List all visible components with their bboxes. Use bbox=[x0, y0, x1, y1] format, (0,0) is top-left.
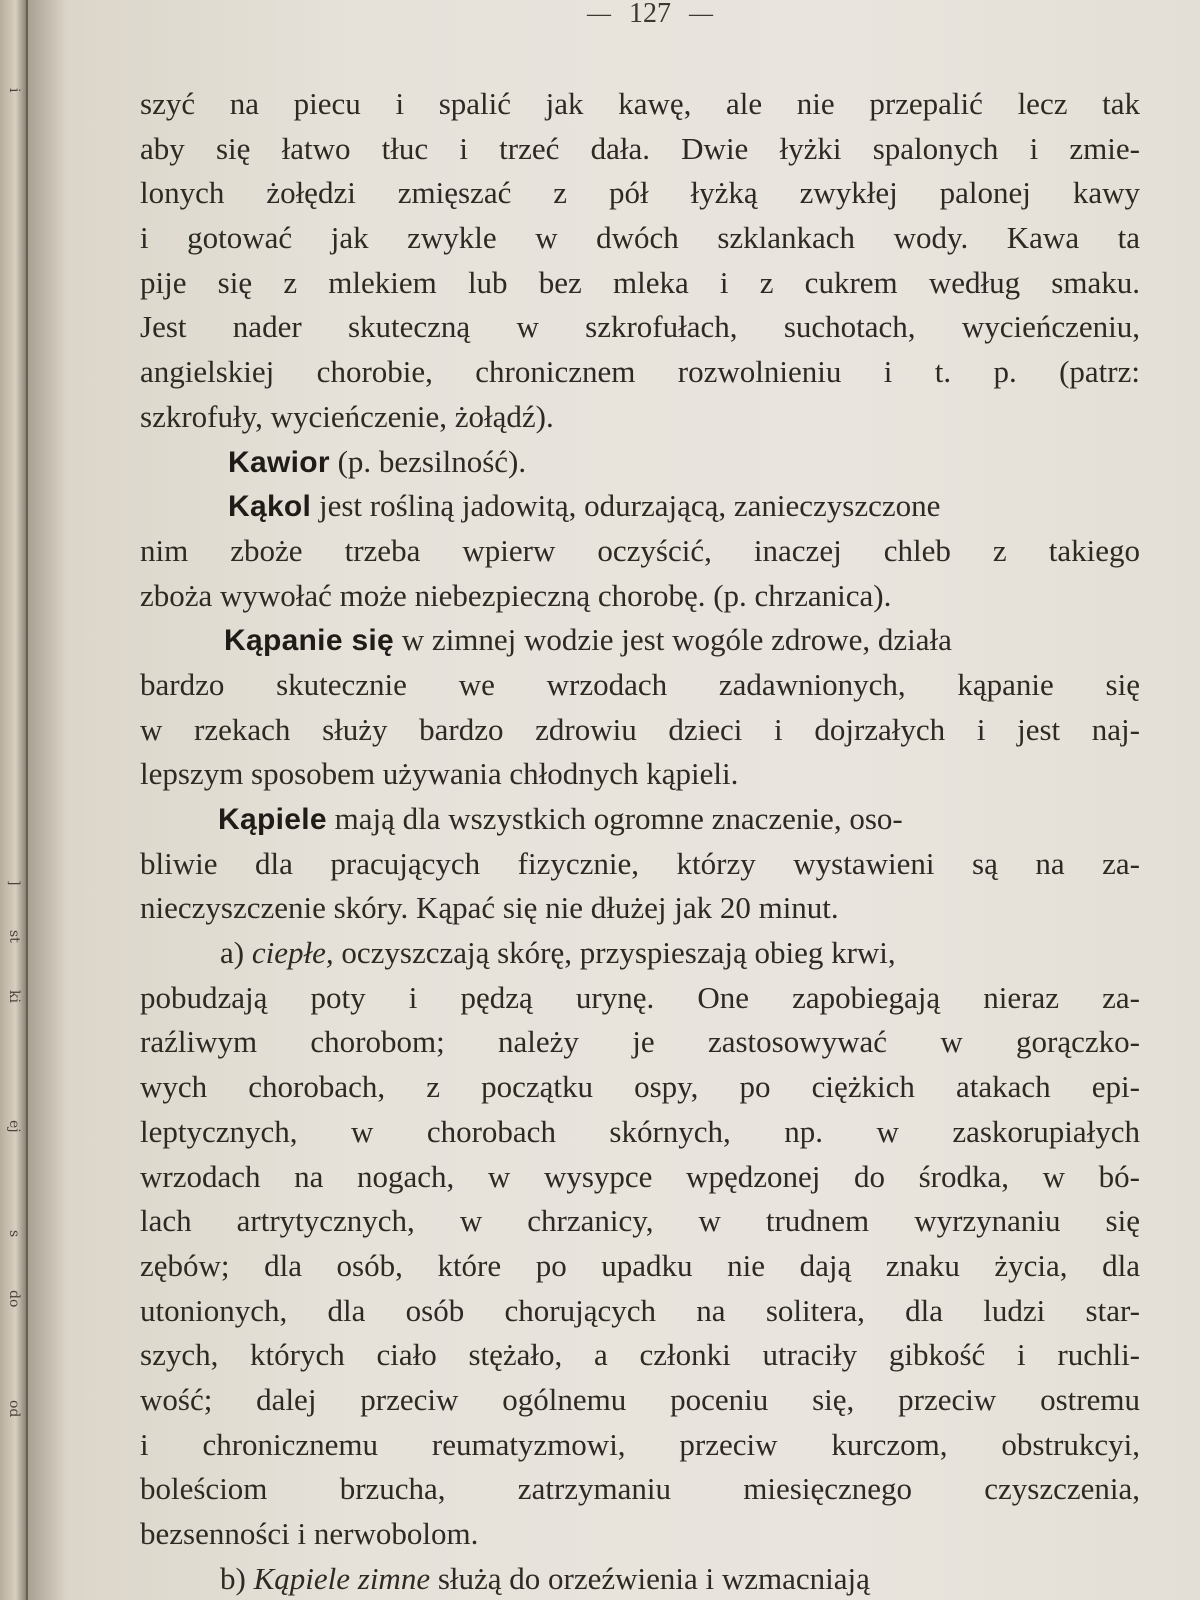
text-line: leptycznych, w chorobach skórnych, np. w zaskorupiałych bbox=[140, 1113, 1140, 1149]
text-line: szyć na piecu i spalić jak kawę, ale nie przepalić lecz tak bbox=[140, 86, 1140, 121]
entry-term: Kawior bbox=[228, 445, 330, 479]
text-line: lonych żołędzi zmięszać z pół łyżką zwykłej palonej kawy bbox=[140, 175, 1140, 211]
margin-fragment: ej bbox=[6, 1120, 22, 1133]
text-line: lach artrytycznych, w chrzanicy, w trudnem wyrzynaniu się bbox=[140, 1203, 1140, 1239]
text-line: szkrofuły, wycieńczenie, żołądź). bbox=[140, 398, 554, 434]
margin-fragment: do bbox=[6, 1290, 22, 1308]
margin-fragment: st bbox=[6, 930, 22, 943]
margin-fragment: s bbox=[6, 1230, 22, 1238]
entry-kawior bbox=[140, 440, 1140, 485]
entry-text: służą do orzeźwienia i wzmacniają bbox=[430, 1560, 870, 1596]
text-line: zębów; dla osób, które po upadku nie dają znaku życia, dla bbox=[140, 1247, 1140, 1283]
text-line: lepszym sposobem używania chłodnych kąpieli. bbox=[140, 756, 739, 792]
text-line: wych chorobach, z początku ospy, po ciężkich atakach epi- bbox=[140, 1069, 1140, 1105]
text-line: bezsenności i nerwobolom. bbox=[140, 1516, 479, 1551]
text-line: wrzodach na nogach, w wysypce wpędzonej do środka, w bó- bbox=[140, 1158, 1140, 1194]
margin-fragment: od bbox=[6, 1400, 22, 1418]
text-line: zboża wywołać może niebezpieczną chorobę. (p. chrzanica). bbox=[140, 577, 892, 613]
entry-kapiele bbox=[140, 797, 1140, 842]
subentry-label: Kąpiele zimne bbox=[253, 1560, 431, 1596]
text-line: nim zboże trzeba wpierw oczyścić, inaczej chleb z takiego bbox=[140, 532, 1140, 568]
page-number: 127 bbox=[629, 0, 671, 29]
subentry-b bbox=[140, 1557, 1140, 1600]
text-line: i gotować jak zwykle w dwóch szklankach wody. Kawa ta bbox=[140, 220, 1140, 256]
margin-fragment: i bbox=[6, 88, 22, 93]
text-line: Jest nader skuteczną w szkrofułach, suchotach, wycieńczeniu, bbox=[140, 309, 1140, 345]
header-dash-left: — bbox=[587, 0, 611, 27]
page-header bbox=[530, 0, 770, 28]
entry-text: oczyszczają skórę, przyspieszają obieg krwi, bbox=[333, 935, 896, 971]
margin-fragment: ki bbox=[6, 990, 22, 1003]
entry-term: Kąpiele bbox=[218, 803, 327, 836]
book-gutter-shadow bbox=[26, 0, 66, 1600]
text-line: pobudzają poty i pędzą urynę. One zapobiegają nieraz za- bbox=[140, 979, 1140, 1015]
text-line: angielskiej chorobie, chronicznem rozwolnieniu i t. p. (patrz: bbox=[140, 354, 1140, 390]
margin-fragment: ] bbox=[6, 880, 22, 886]
text-line: utonionych, dla osób chorujących na solitera, dla ludzi star- bbox=[140, 1292, 1140, 1328]
entry-text: mają dla wszystkich ogromne znaczenie, oso- bbox=[326, 801, 903, 836]
entry-kakol bbox=[140, 484, 1140, 529]
entry-text: (p. bezsilność). bbox=[329, 443, 527, 479]
text-line: pije się z mlekiem lub bez mleka i z cukrem według smaku. bbox=[140, 264, 1140, 300]
previous-page-edge bbox=[0, 0, 28, 1600]
text-line: bardzo skutecznie we wrzodach zadawnionych, kąpanie się bbox=[140, 666, 1140, 702]
entry-text: jest rośliną jadowitą, odurzającą, zanieczyszczone bbox=[311, 488, 941, 524]
text-line: bliwie dla pracujących fizycznie, którzy wystawieni są na za- bbox=[140, 845, 1140, 881]
subentry-a bbox=[140, 931, 1140, 976]
text-line: boleściom brzucha, zatrzymaniu miesięcznego czyszczenia, bbox=[140, 1471, 1140, 1507]
text-line: w rzekach służy bardzo zdrowiu dzieci i dojrzałych i jest naj- bbox=[140, 711, 1140, 747]
entry-term: Kąpanie się bbox=[224, 624, 395, 658]
body-text bbox=[140, 82, 1140, 1600]
subentry-label: ciepłe, bbox=[251, 935, 334, 971]
subentry-marker: b) bbox=[220, 1560, 254, 1596]
text-line: i chronicznemu reumatyzmowi, przeciw kurczom, obstrukcyi, bbox=[140, 1426, 1140, 1462]
text-line: aby się łatwo tłuc i trzeć dała. Dwie łyżki spalonych i zmie- bbox=[140, 130, 1140, 166]
text-line: wość; dalej przeciw ogólnemu poceniu się, przeciw ostremu bbox=[140, 1381, 1140, 1417]
header-dash-right: — bbox=[689, 0, 713, 27]
entry-text: w zimnej wodzie jest wogóle zdrowe, działa bbox=[394, 622, 952, 658]
entry-term: Kąkol bbox=[228, 490, 312, 524]
text-line: szych, których ciało stężało, a członki utraciły gibkość i ruchli- bbox=[140, 1337, 1140, 1373]
entry-kapanie bbox=[140, 618, 1140, 663]
text-line: raźliwym chorobom; należy je zastosowywać w gorączko- bbox=[140, 1024, 1140, 1060]
subentry-marker: a) bbox=[220, 935, 252, 971]
text-line: nieczyszczenie skóry. Kąpać się nie dłużej jak 20 minut. bbox=[140, 890, 839, 926]
